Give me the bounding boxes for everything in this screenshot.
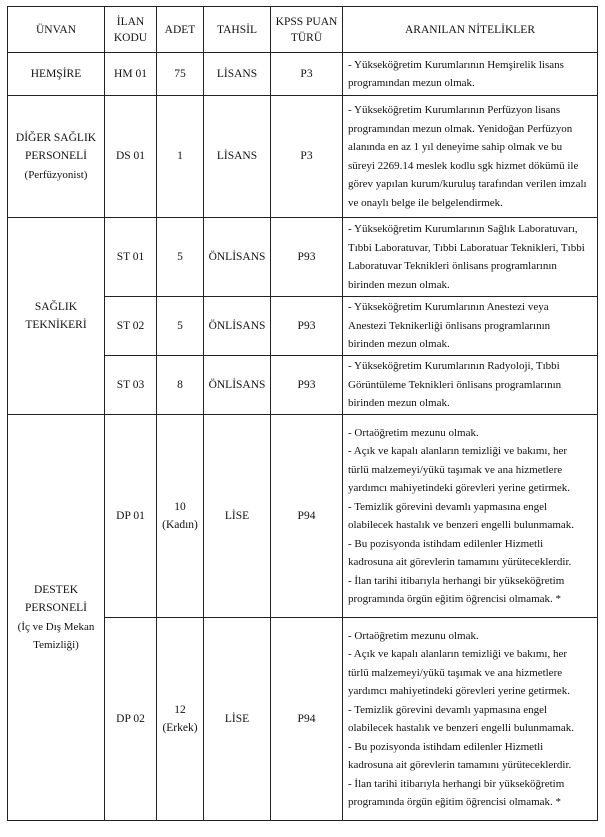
header-unvan: ÜNVAN xyxy=(8,7,105,53)
table-row xyxy=(8,415,598,618)
header-ilan-kodu: İLAN KODU xyxy=(105,7,157,53)
header-kpss: KPSS PUAN TÜRÜ xyxy=(271,7,343,53)
kpss-cell: P94 xyxy=(271,415,343,618)
unvan-cell: HEMŞİRE xyxy=(8,53,105,96)
table-row xyxy=(8,218,598,297)
requirements-cell: - Yükseköğretim Kurumlarının Hemşirelik lisans programından mezun olmak. xyxy=(343,53,598,96)
header-adet: ADET xyxy=(157,7,204,53)
requirements-cell: - Ortaöğretim mezunu olmak. - Açık ve kapalı alanların temizliği ve bakımı, her türlü malzemeyi/yükü taşımak ve ana hizmetlere yardımcı mahiyetindeki görevleri yerine getirmek. - Temizlik görevini devamlı yapmasına engel olabilecek hastalık ve benzeri engelli bulunmamak. - Bu pozisyonda istihdam edilenler Hizmetli kadrosuna ait görevlerin tamamını yürüteceklerdir. - İlan tarihi itibarıyla herhangi bir yükseköğretim programında örgün eğitim öğrencisi olmamak. * xyxy=(343,618,598,821)
requirements-cell: - Yükseköğretim Kurumlarının Sağlık Laboratuvarı, Tıbbi Laboratuvar, Tıbbi Laboratuar Teknikleri, Tıbbi Laboratuvar Teknikleri önlisans programlarının birinden mezun olmak. xyxy=(343,218,598,297)
requirements-cell: - Ortaöğretim mezunu olmak. - Açık ve kapalı alanların temizliği ve bakımı, her türlü malzemeyi/yükü taşımak ve ana hizmetlere yardımcı mahiyetindeki görevleri yerine getirmek. - Temizlik görevini devamlı yapmasına engel olabilecek hastalık ve benzeri engelli bulunmamak. - Bu pozisyonda istihdam edilenler Hizmetli kadrosuna ait görevlerin tamamını yürüteceklerdir. - İlan tarihi itibarıyla herhangi bir yükseköğretim programında örgün eğitim öğrencisi olmamak. * xyxy=(343,415,598,618)
kpss-cell: P3 xyxy=(271,53,343,96)
adet-cell: 75 xyxy=(157,53,204,96)
header-tahsil: TAHSİL xyxy=(204,7,271,53)
table-row xyxy=(8,96,598,218)
requirements-cell: - Yükseköğretim Kurumlarının Anestezi veya Anestezi Teknikerliği önlisans programlarının birinden mezun olmak. xyxy=(343,297,598,356)
adet-cell: 5 xyxy=(157,218,204,297)
unvan-cell: DİĞER SAĞLIK PERSONELİ (Perfüzyonist) xyxy=(8,96,105,218)
requirements-cell: - Yükseköğretim Kurumlarının Perfüzyon lisans programından mezun olmak. Yenidoğan Perfüzyon alanında en az 1 yıl deneyime sahip olmak ve bu süreyi 2269.14 meslek kodlu sgk hizmet dökümü ile görev yapılan kurum/kuruluş tarafından verilen imzalı ve onaylı belge ile belgelendirmek. xyxy=(343,96,598,218)
unvan-cell: DESTEK PERSONELİ (İç ve Dış Mekan Temizliği) xyxy=(8,415,105,821)
kpss-cell: P3 xyxy=(271,96,343,218)
adet-cell: 12 (Erkek) xyxy=(157,618,204,821)
requirements-cell: - Yükseköğretim Kurumlarının Radyoloji, Tıbbi Görüntüleme Teknikleri önlisans programlarının birinden mezun olmak. xyxy=(343,356,598,415)
positions-table xyxy=(7,6,598,821)
kpss-cell: P93 xyxy=(271,356,343,415)
tahsil-cell: LİSANS xyxy=(204,96,271,218)
kod-cell: DP 02 xyxy=(105,618,157,821)
kpss-cell: P93 xyxy=(271,218,343,297)
kod-cell: HM 01 xyxy=(105,53,157,96)
tahsil-cell: LİSE xyxy=(204,415,271,618)
kod-cell: ST 02 xyxy=(105,297,157,356)
header-row xyxy=(8,7,598,53)
kpss-cell: P94 xyxy=(271,618,343,821)
tahsil-cell: ÖNLİSANS xyxy=(204,218,271,297)
table-row xyxy=(8,53,598,96)
adet-cell: 5 xyxy=(157,297,204,356)
kpss-cell: P93 xyxy=(271,297,343,356)
adet-cell: 8 xyxy=(157,356,204,415)
header-nitelikler: ARANILAN NİTELİKLER xyxy=(343,7,598,53)
adet-cell: 10 (Kadın) xyxy=(157,415,204,618)
tahsil-cell: ÖNLİSANS xyxy=(204,356,271,415)
kod-cell: ST 01 xyxy=(105,218,157,297)
tahsil-cell: LİSANS xyxy=(204,53,271,96)
tahsil-cell: LİSE xyxy=(204,618,271,821)
adet-cell: 1 xyxy=(157,96,204,218)
kod-cell: DS 01 xyxy=(105,96,157,218)
kod-cell: DP 01 xyxy=(105,415,157,618)
tahsil-cell: ÖNLİSANS xyxy=(204,297,271,356)
kod-cell: ST 03 xyxy=(105,356,157,415)
document-page xyxy=(7,6,598,821)
unvan-cell: SAĞLIK TEKNİKERİ xyxy=(8,218,105,415)
